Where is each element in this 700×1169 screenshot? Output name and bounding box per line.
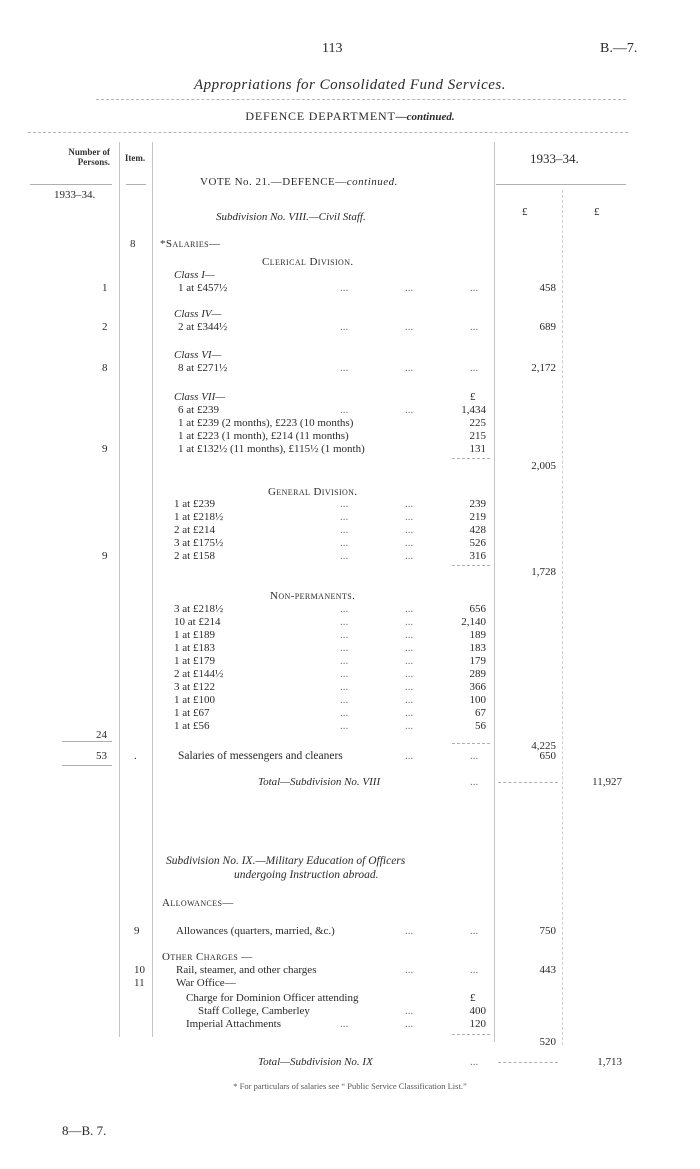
class-vi-label: Class VI— [174,349,222,361]
allowances-heading: Allowances— [162,897,234,909]
class-iv-row: 2 at £344½ [178,321,228,333]
non-permanents-persons: 24 [96,729,107,741]
salaries-heading: *Salaries— [160,238,221,250]
subdivision-viii-title: Subdivision No. VIII.—Civil Staff. [216,211,366,223]
page-number: 113 [322,41,343,56]
non-permanent-row-amount: 656 [469,603,486,615]
non-permanent-row: 1 at £179 [174,655,215,667]
general-row-2: 1 at £218½ [174,511,224,523]
non-permanent-row: 3 at £122 [174,681,215,693]
charge-row-line2: Staff College, Camberley [198,1005,310,1017]
column-header-item: Item. [124,153,146,163]
messengers-row: Salaries of messengers and cleaners [178,750,343,762]
allowances-row: Allowances (quarters, married, &c.) [176,925,335,937]
general-row-5-amount: 316 [469,550,486,562]
non-permanent-row-amount: 189 [469,629,486,641]
imperial-attachments-amount: 120 [469,1018,486,1030]
subdivision-viii-total-label: Total—Subdivision No. VIII [258,776,381,788]
clerical-division-heading: Clerical Division. [262,256,354,268]
class-vii-row-1-amount: 1,434 [461,404,486,416]
total-persons: 53 [96,750,107,762]
non-permanent-row: 2 at £144½ [174,668,224,680]
general-amount: 1,728 [531,566,556,578]
non-permanent-row: 3 at £218½ [174,603,224,615]
imperial-attachments-row: Imperial Attachments [186,1018,281,1030]
class-vi-row: 8 at £271½ [178,362,228,374]
non-permanent-row-amount: 2,140 [461,616,486,628]
non-permanent-row: 1 at £183 [174,642,215,654]
item-11: 11 [134,977,145,989]
general-row-1-amount: 239 [469,498,486,510]
war-office-heading: War Office— [176,977,236,989]
charge-row-line1: Charge for Dominion Officer attending [186,992,359,1004]
department-name: DEFENCE DEPARTMENT [245,109,396,123]
class-vi-persons: 8 [102,362,108,374]
non-permanent-row-amount: 179 [469,655,486,667]
class-vii-row-3: 1 at £223 (1 month), £214 (11 months) [178,430,349,442]
non-permanent-row-amount: 67 [475,707,486,719]
class-i-amount: 458 [539,282,556,294]
messengers-amount: 650 [539,750,556,762]
class-i-persons: 1 [102,282,108,294]
pound-sign-col2: £ [594,206,600,218]
class-vii-row-2: 1 at £239 (2 months), £223 (10 months) [178,417,354,429]
general-division-heading: General Division. [268,486,358,498]
general-row-3: 2 at £214 [174,524,215,536]
class-i-row: 1 at £457½ [178,282,228,294]
non-permanent-row: 1 at £67 [174,707,210,719]
non-permanent-row-amount: 100 [469,694,486,706]
subdivision-ix-title-line1: Subdivision No. IX.—Military Education of Officers [166,855,406,867]
item-10: 10 [134,964,145,976]
subdivision-viii-total-amount: 11,927 [592,776,622,788]
class-vii-row-3-amount: 215 [469,430,486,442]
vote-heading [200,177,398,188]
subdivision-ix-title-line2: undergoing Instruction abroad. [234,869,379,881]
class-vii-label: Class VII— [174,391,226,403]
non-permanent-row: 1 at £100 [174,694,215,706]
document-signature: 8—B. 7. [62,1123,107,1138]
war-office-amount: 520 [539,1036,556,1048]
rail-charges-row: Rail, steamer, and other charges [176,964,317,976]
persons-year: 1933–34. [54,189,96,201]
general-row-3-amount: 428 [469,524,486,536]
item-9: 9 [134,925,140,937]
non-permanent-row-amount: 366 [469,681,486,693]
non-permanent-row: 10 at £214 [174,616,221,628]
item-number: 8 [130,238,136,250]
department-title [0,110,700,123]
department-suffix: —continued. [395,111,455,123]
non-permanent-row: 1 at £189 [174,629,215,641]
class-i-label: Class I— [174,269,215,281]
non-permanent-row: 1 at £56 [174,720,210,732]
class-iv-label: Class IV— [174,308,222,320]
class-vii-row-2-amount: 225 [469,417,486,429]
class-vii-amount: 2,005 [531,460,556,472]
vote-suffix: continued. [346,176,398,188]
general-row-1: 1 at £239 [174,498,215,510]
general-row-4-amount: 526 [469,537,486,549]
other-charges-heading: Other Charges — [162,951,253,963]
document-reference: B.—7. [600,41,638,56]
class-vii-row-1: 6 at £239 [178,404,219,416]
footnote: * For particulars of salaries see “ Public Service Classification List.” [233,1081,467,1091]
allowances-amount: 750 [539,925,556,937]
class-vii-row-4: 1 at £132½ (11 months), £115½ (1 month) [178,443,365,455]
page-title: Appropriations for Consolidated Fund Services. [193,77,506,93]
charge-amount: 400 [469,1005,486,1017]
non-permanent-row-amount: 289 [469,668,486,680]
class-iv-amount: 689 [539,321,556,333]
class-vii-row-4-amount: 131 [469,443,486,455]
rail-charges-amount: 443 [539,964,556,976]
subdivision-ix-total-amount: 1,713 [597,1056,622,1068]
vote-label: VOTE No. 21.—DEFENCE— [200,176,347,188]
non-permanents-amount: 4,225 [531,740,556,752]
non-permanent-row-amount: 56 [475,720,486,732]
charge-pound: £ [470,992,476,1004]
general-row-5: 2 at £158 [174,550,215,562]
general-row-2-amount: 219 [469,511,486,523]
class-vi-amount: 2,172 [531,362,556,374]
non-permanents-heading: Non-permanents. [270,590,356,602]
pound-sign-col1: £ [522,206,528,218]
class-iv-persons: 2 [102,321,108,333]
subdivision-ix-total-label: Total—Subdivision No. IX [258,1056,373,1068]
column-header-number-of-persons: Number of Persons. [68,147,110,167]
non-permanent-row-amount: 183 [469,642,486,654]
column-header-year: 1933–34. [530,151,579,166]
class-vii-persons: 9 [102,443,108,455]
general-persons: 9 [102,550,108,562]
class-vii-pound: £ [470,391,476,403]
general-row-4: 3 at £175½ [174,537,224,549]
